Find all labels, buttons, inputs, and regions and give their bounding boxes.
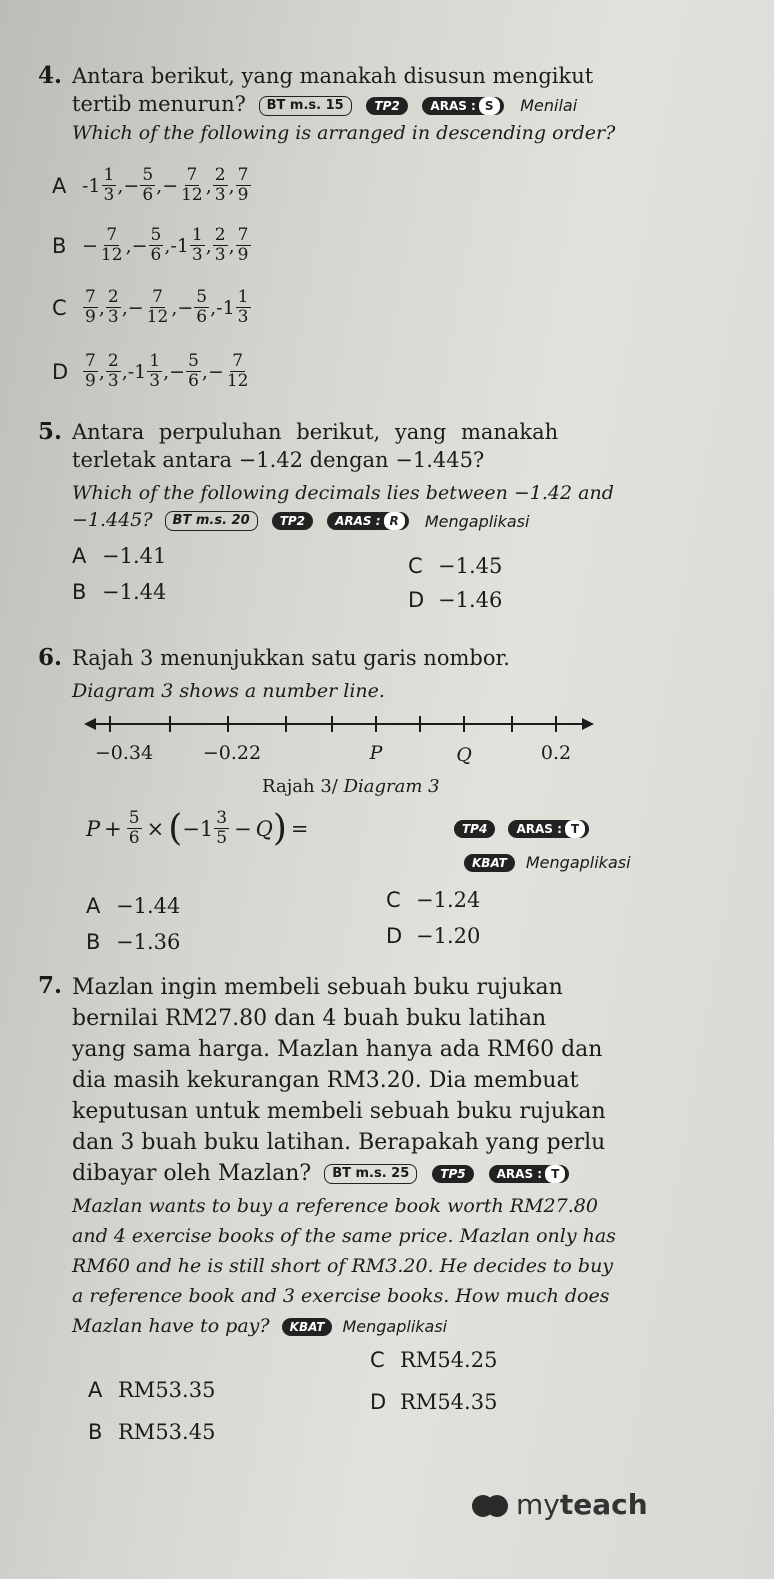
fraction: $\frac{5}{6}$: [142, 165, 154, 205]
fraction: $\frac{5}{6}$: [188, 351, 199, 391]
fraction: $\frac{1}{3}$: [149, 351, 161, 391]
fraction: $\frac{5}{6}$: [196, 287, 208, 327]
sequence-item: − $\frac{7}{12}$: [207, 351, 249, 391]
skill-label: Menilai: [520, 95, 578, 115]
kbat-badge: KBAT: [282, 1318, 333, 1336]
question-text-malay: Rajah 3 menunjukkan satu garis nombor.: [72, 646, 510, 670]
tp-badge: TP2: [272, 512, 313, 530]
logo-circles-icon: [472, 1491, 512, 1519]
option-c[interactable]: C RM54.25: [370, 1348, 498, 1372]
fraction-sequence: $\frac{7}{9}$ , $\frac{2}{3}$ , - 1 $\frac{1}{3}$ , − $\frac{5}{6}$ , − $\frac{7}{12}$: [82, 352, 252, 391]
sequence-item: - 1 $\frac{1}{3}$: [216, 287, 249, 327]
sequence-item: − $\frac{7}{12}$: [127, 287, 169, 327]
aras-level: S: [479, 97, 500, 115]
question-text-english: Which of the following decimals lies between −1.42 and: [72, 482, 614, 504]
fraction: $\frac{7}{12}$: [181, 165, 203, 205]
option-a[interactable]: A - 1 $\frac{1}{3}$ , − $\frac{5}{6}$ , − $\frac{7}{12}$ , $\frac{2}{3}$ , $\frac{7}{9}$: [52, 166, 252, 205]
arrow-right-icon: [582, 718, 594, 730]
option-c[interactable]: C −1.45: [408, 554, 503, 578]
option-d[interactable]: D −1.20: [386, 924, 481, 948]
question-text-english: Mazlan wants to buy a reference book worth RM27.80 and 4 exercise books of the same price. Mazlan only has RM60 and he is still short of RM3.20. He decides to buy a reference book and 3 exercise books. How much does Mazlan have to pay? KBAT Mengaplikasi: [72, 1195, 616, 1337]
option-d[interactable]: D $\frac{7}{9}$ , $\frac{2}{3}$ , - 1 $\frac{1}{3}$ , − $\frac{5}{6}$ , − $\frac{7}{12}$: [52, 352, 252, 391]
number-line-diagram: [80, 704, 600, 784]
sequence-item: [105, 352, 122, 391]
tags-row: [446, 818, 589, 838]
tick-label-p: P: [369, 742, 383, 764]
fraction: $\frac{2}{3}$: [107, 351, 119, 391]
sequence-item: - 1 $\frac{1}{3}$: [170, 225, 203, 265]
bt-reference: BT m.s. 25: [324, 1164, 417, 1184]
sequence-item: − $\frac{5}{6}$: [177, 287, 208, 327]
option-b[interactable]: B RM53.45: [88, 1420, 216, 1444]
aras-badge: ARAS : R: [327, 512, 409, 530]
aras-badge: ARAS : T: [489, 1165, 570, 1183]
diagram-caption: Rajah 3/ Diagram 3: [262, 776, 440, 797]
option-c[interactable]: C $\frac{7}{9}$ , $\frac{2}{3}$ , − $\frac{7}{12}$ , − $\frac{5}{6}$ , - 1 $\frac{1}{3}$: [52, 288, 252, 327]
sequence-item: - 1 $\frac{1}{3}$: [82, 165, 115, 205]
question-number: 6.: [38, 644, 63, 671]
question-text-malay-2: tertib menurun?: [72, 92, 246, 116]
tp-badge: TP5: [432, 1165, 473, 1183]
fraction: $\frac{7}{9}$: [85, 351, 96, 391]
sequence-item: [82, 352, 99, 391]
aras-level: T: [565, 820, 585, 838]
fraction: $\frac{2}{3}$: [214, 225, 226, 265]
myteach-logo: myteach: [472, 1488, 648, 1521]
question-text-malay: Antara perpuluhan berikut, yang manakah: [72, 420, 559, 444]
fraction: $\frac{7}{12}$: [100, 225, 123, 265]
aras-level: T: [545, 1165, 565, 1183]
tick-label: 0.2: [540, 742, 572, 764]
expression: P + $\frac{5}{6}$ × ( −1 $\frac{3}{5}$ − Q ) =: [86, 808, 309, 849]
option-a[interactable]: A RM53.35: [88, 1378, 216, 1402]
option-a[interactable]: A −1.44: [86, 894, 181, 918]
aras-badge: ARAS : T: [508, 820, 589, 838]
question-text-malay-2: terletak antara −1.42 dengan −1.445?: [72, 448, 485, 472]
kbat-badge: KBAT: [464, 854, 515, 872]
tick-label-q: Q: [456, 744, 472, 766]
option-b[interactable]: B −1.36: [86, 930, 181, 954]
option-d[interactable]: D −1.46: [408, 588, 503, 612]
fraction-sequence: - 1 $\frac{1}{3}$ , − $\frac{5}{6}$ , − $\frac{7}{12}$ , $\frac{2}{3}$ , $\frac{7}{9}$: [82, 166, 252, 205]
sequence-item: [235, 226, 252, 265]
question-text-english: Diagram 3 shows a number line.: [72, 680, 385, 702]
tick-label: −0.34: [94, 742, 154, 764]
skill-label: Mengaplikasi: [525, 853, 631, 872]
option-a[interactable]: A −1.41: [72, 544, 167, 568]
question-number: 5.: [38, 418, 63, 445]
question-text-malay: Mazlan ingin membeli sebuah buku rujukan bernilai RM27.80 dan 4 buah buku latihan yang sama harga. Mazlan hanya ada RM60 dan dia masih kekurangan RM3.20. Dia membuat keputusan untuk membeli sebuah buku rujukan dan 3 buah buku latihan. Berapakah yang perlu dibayar oleh Mazlan? BT m.s. 25 TP5 ARAS : T Mazlan wants to buy a reference book worth RM27.80 and 4 exercise books of the same price. Mazlan only has RM60 and he is still short of RM3.20. He decides to buy a reference book and 3 exercise books. How much does Mazlan have to pay? KBAT Mengaplikasi: [72, 972, 738, 1342]
question-number: 7.: [38, 972, 63, 999]
sequence-item: − $\frac{7}{12}$: [82, 225, 123, 265]
bt-reference: BT m.s. 15: [259, 96, 352, 116]
tick-label: −0.22: [202, 742, 262, 764]
option-b[interactable]: B −1.44: [72, 580, 167, 604]
aras-badge: ARAS : S: [422, 97, 503, 115]
fraction: $\frac{2}{3}$: [107, 287, 119, 327]
fraction: $\frac{7}{12}$: [146, 287, 169, 327]
fraction-sequence: $\frac{7}{9}$ , $\frac{2}{3}$ , − $\frac{7}{12}$ , − $\frac{5}{6}$ , - 1 $\frac{1}{3}$: [82, 288, 252, 327]
fraction: $\frac{2}{3}$: [214, 165, 226, 205]
skill-label: Mengaplikasi: [424, 511, 530, 531]
tags-row-2: [464, 852, 631, 872]
fraction: $\frac{7}{12}$: [226, 351, 249, 391]
option-b[interactable]: B − $\frac{7}{12}$ , − $\frac{5}{6}$ , - 1 $\frac{1}{3}$ , $\frac{2}{3}$ , $\frac{7}{9}$: [52, 226, 252, 265]
sequence-item: − $\frac{5}{6}$: [169, 351, 199, 391]
fraction: $\frac{1}{3}$: [103, 165, 115, 205]
sequence-item: [212, 166, 229, 205]
arrow-left-icon: [84, 718, 96, 730]
question-text-english-2: −1.445?: [72, 509, 153, 531]
sequence-item: [82, 288, 99, 327]
sequence-item: − $\frac{5}{6}$: [123, 165, 154, 205]
option-d[interactable]: D RM54.35: [370, 1390, 498, 1414]
fraction-sequence: − $\frac{7}{12}$ , − $\frac{5}{6}$ , - 1 $\frac{1}{3}$ , $\frac{2}{3}$ , $\frac{7}{9}$: [82, 226, 252, 265]
sequence-item: − $\frac{7}{12}$: [162, 165, 203, 205]
tp-badge: TP4: [454, 820, 495, 838]
fraction: $\frac{1}{3}$: [191, 225, 203, 265]
sequence-item: [212, 226, 229, 265]
fraction: $\frac{7}{9}$: [237, 225, 249, 265]
aras-level: R: [384, 512, 405, 530]
question-number: 4.: [38, 62, 63, 89]
sequence-item: [105, 288, 122, 327]
sequence-item: [235, 166, 252, 205]
sequence-item: - 1 $\frac{1}{3}$: [127, 351, 161, 391]
question-text-english: Which of the following is arranged in descending order?: [72, 121, 616, 144]
option-c[interactable]: C −1.24: [386, 888, 481, 912]
fraction: $\frac{7}{9}$: [85, 287, 96, 327]
fraction: $\frac{1}{3}$: [237, 287, 249, 327]
tp-badge: TP2: [366, 97, 407, 115]
skill-label: Mengaplikasi: [342, 1317, 448, 1336]
question-text-malay: Antara berikut, yang manakah disusun mengikut: [72, 64, 594, 88]
sequence-item: − $\frac{5}{6}$: [131, 225, 162, 265]
fraction: $\frac{5}{6}$: [150, 225, 162, 265]
bt-reference: BT m.s. 20: [165, 511, 258, 531]
fraction: $\frac{7}{9}$: [237, 165, 249, 205]
